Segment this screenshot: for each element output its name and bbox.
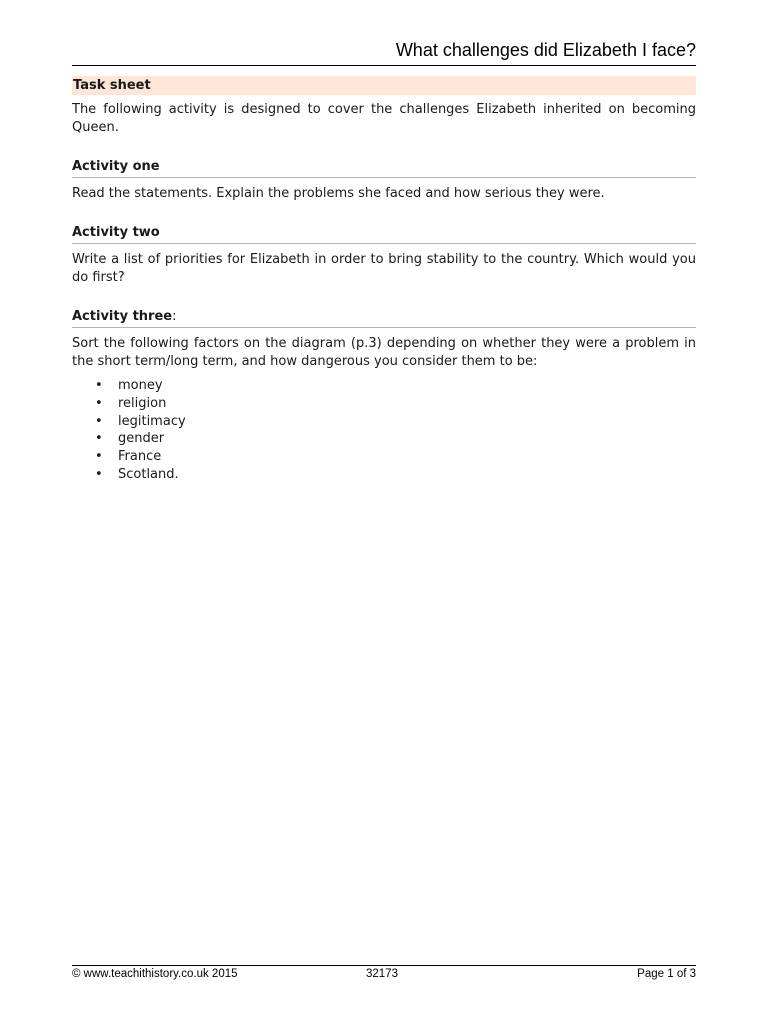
activity-two-heading [72,224,696,244]
activity-three-title: Activity three [72,309,173,324]
document-title: What challenges did Elizabeth I face? [395,40,696,60]
activity-three-heading [72,308,696,328]
factor-label: Scotland. [118,466,179,482]
list-item [72,413,696,431]
page-header [72,38,696,66]
list-item [72,466,696,484]
activity-one-title: Activity one [72,159,160,174]
activity-two-title: Activity two [72,225,160,240]
activity-one-heading [72,158,696,178]
page-content [72,76,696,484]
activity-one-text: Read the statements. Explain the problems she faced and how serious they were. [72,186,605,201]
factor-label: money [118,378,163,393]
factor-label: gender [118,431,165,447]
task-intro: The following activity is designed to cover the challenges Elizabeth inherited on becoming Queen. [72,102,696,135]
bullet-icon: • [95,413,103,429]
factor-label: legitimacy [118,413,186,429]
factor-label: France [118,449,162,465]
bullet-icon: • [95,378,103,393]
bullet-icon: • [95,431,103,447]
activity-three-suffix: : [172,309,177,324]
page-footer [72,965,696,984]
page-number: Page 1 of 3 [637,968,696,980]
factor-label: religion [118,395,167,411]
list-item [72,377,696,395]
list-item [72,430,696,448]
task-sheet-heading: Task sheet [72,76,696,95]
copyright-link[interactable]: © www.teachithistory.co.uk 2015 [72,968,238,980]
bullet-icon: • [95,449,103,465]
bullet-icon: • [95,466,103,482]
bullet-icon: • [95,395,103,411]
list-item [72,395,696,413]
factors-list [72,377,696,484]
activity-two-text: Write a list of priorities for Elizabeth in order to bring stability to the country. Which would you do first? [72,252,696,285]
list-item [72,448,696,466]
resource-number: 32173 [366,968,398,980]
activity-three-text: Sort the following factors on the diagram (p.3) depending on whether they were a problem in the short term/long term, and how dangerous you consider them to be: [72,336,696,369]
